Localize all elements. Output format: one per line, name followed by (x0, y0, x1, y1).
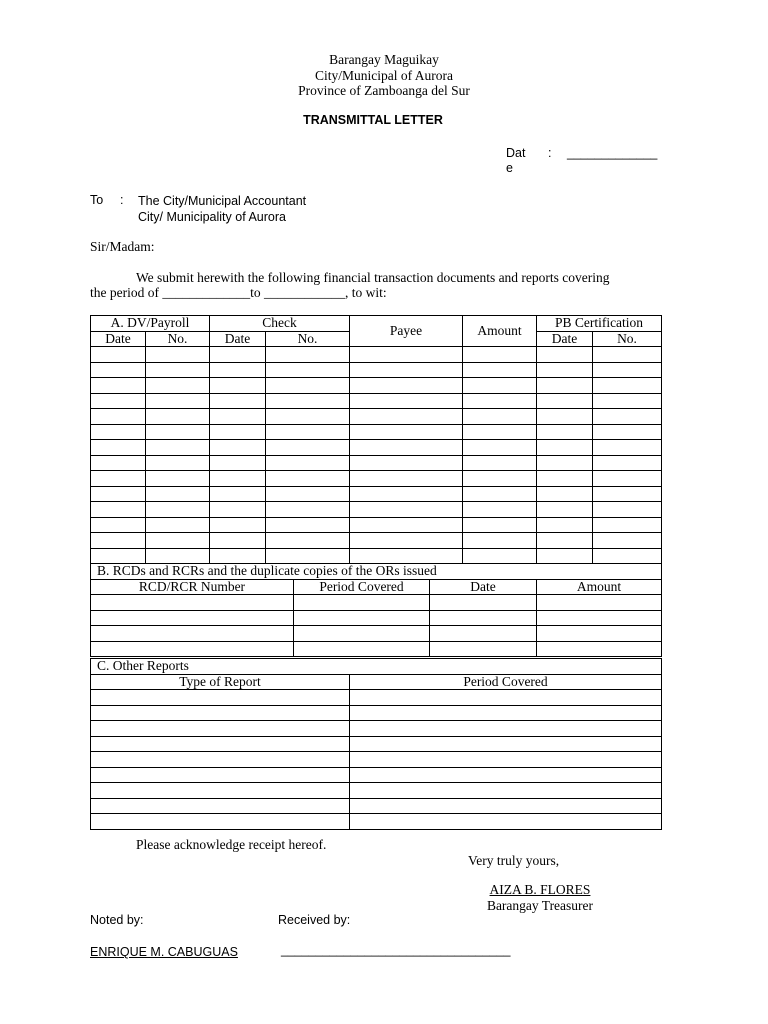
header-amount: Amount (537, 579, 662, 595)
subheader-dv-no: No. (146, 331, 210, 347)
section-a-rows (91, 347, 662, 564)
table-cell (463, 471, 537, 487)
body-line2: the period of _____________to ____________, to wit: (90, 285, 387, 300)
table-row (91, 517, 662, 533)
header-pb-certification: PB Certification (537, 316, 662, 332)
signatory-title: Barangay Treasurer (486, 898, 594, 913)
section-a-table (90, 315, 662, 564)
table-row (91, 736, 662, 752)
body-line1: We submit herewith the following financial transaction documents and reports covering (136, 270, 610, 285)
table-row (91, 347, 662, 363)
table-cell (146, 533, 210, 549)
table-cell (266, 548, 350, 564)
received-by-line: _________________________________ (281, 943, 511, 957)
signature-block (440, 882, 640, 914)
table-cell (537, 610, 662, 626)
section-b-rows (91, 595, 662, 657)
header-type-of-report: Type of Report (91, 674, 350, 690)
table-cell (350, 362, 463, 378)
table-cell (266, 378, 350, 394)
table-row (91, 595, 662, 611)
table-row (91, 440, 662, 456)
table-cell (146, 471, 210, 487)
table-cell (91, 752, 350, 768)
table-cell (593, 362, 662, 378)
table-cell (537, 626, 662, 642)
table-cell (463, 455, 537, 471)
table-cell (91, 595, 294, 611)
table-cell (294, 610, 430, 626)
table-cell (91, 502, 146, 518)
document-header (0, 52, 768, 99)
table-cell (210, 424, 266, 440)
table-cell (146, 486, 210, 502)
table-cell (266, 486, 350, 502)
table-cell (430, 626, 537, 642)
table-cell (91, 455, 146, 471)
table-row (91, 378, 662, 394)
table-cell (91, 378, 146, 394)
table-cell (91, 705, 350, 721)
table-cell (350, 455, 463, 471)
table-cell (146, 455, 210, 471)
subheader-pb-date: Date (537, 331, 593, 347)
table-cell (463, 517, 537, 533)
table-cell (91, 347, 146, 363)
table-cell (294, 626, 430, 642)
table-cell (91, 798, 350, 814)
table-cell (350, 690, 662, 706)
table-cell (537, 548, 593, 564)
table-cell (350, 347, 463, 363)
table-cell (210, 471, 266, 487)
table-cell (537, 440, 593, 456)
table-cell (146, 440, 210, 456)
header-period-covered: Period Covered (294, 579, 430, 595)
table-cell (350, 783, 662, 799)
header-check: Check (210, 316, 350, 332)
subheader-pb-no: No. (593, 331, 662, 347)
table-cell (210, 393, 266, 409)
table-cell (350, 393, 463, 409)
table-row (91, 424, 662, 440)
table-cell (210, 502, 266, 518)
noted-by-name: ENRIQUE M. CABUGUAS (90, 945, 238, 959)
table-cell (266, 517, 350, 533)
table-cell (537, 471, 593, 487)
table-cell (537, 595, 662, 611)
table-cell (210, 533, 266, 549)
table-row (91, 752, 662, 768)
table-cell (537, 641, 662, 657)
table-cell (463, 486, 537, 502)
header-rcd-rcr-number: RCD/RCR Number (91, 579, 294, 595)
table-cell (91, 409, 146, 425)
header-dv-payroll: A. DV/Payroll (91, 316, 210, 332)
table-cell (350, 548, 463, 564)
subheader-check-date: Date (210, 331, 266, 347)
table-cell (463, 502, 537, 518)
table-cell (593, 486, 662, 502)
table-cell (537, 424, 593, 440)
table-cell (146, 347, 210, 363)
subheader-dv-date: Date (91, 331, 146, 347)
table-row (91, 471, 662, 487)
table-cell (350, 486, 463, 502)
table-cell (91, 641, 294, 657)
to-colon: : (120, 193, 124, 207)
table-cell (266, 440, 350, 456)
table-cell (210, 486, 266, 502)
table-cell (350, 424, 463, 440)
table-cell (266, 533, 350, 549)
table-cell (91, 517, 146, 533)
table-cell (350, 814, 662, 830)
table-cell (266, 362, 350, 378)
table-cell (91, 393, 146, 409)
table-cell (350, 378, 463, 394)
table-cell (91, 533, 146, 549)
table-row (91, 814, 662, 830)
table-cell (146, 378, 210, 394)
table-cell (350, 705, 662, 721)
table-cell (593, 409, 662, 425)
table-row (91, 455, 662, 471)
table-cell (266, 455, 350, 471)
table-cell (210, 548, 266, 564)
date-label-part1: Dat (506, 146, 526, 160)
signatory-name: AIZA B. FLORES (489, 882, 591, 897)
table-row (91, 705, 662, 721)
table-cell (266, 471, 350, 487)
table-cell (91, 424, 146, 440)
received-by-label: Received by: (278, 913, 351, 927)
table-cell (91, 440, 146, 456)
table-row (91, 690, 662, 706)
table-cell (266, 393, 350, 409)
section-b-title: B. RCDs and RCRs and the duplicate copies of the ORs issued (91, 564, 662, 580)
section-c-title: C. Other Reports (91, 659, 662, 675)
header-date: Date (430, 579, 537, 595)
table-cell (537, 347, 593, 363)
section-b-table (90, 563, 662, 657)
document-title: TRANSMITTAL LETTER (303, 113, 443, 127)
table-cell (350, 502, 463, 518)
table-cell (91, 814, 350, 830)
table-cell (430, 610, 537, 626)
closing-salutation: Very truly yours, (468, 853, 560, 868)
table-row (91, 393, 662, 409)
table-cell (91, 767, 350, 783)
table-row (91, 533, 662, 549)
table-cell (593, 347, 662, 363)
table-cell (537, 362, 593, 378)
table-cell (463, 533, 537, 549)
header-payee: Payee (350, 316, 463, 347)
table-cell (537, 409, 593, 425)
table-cell (593, 378, 662, 394)
table-row (91, 798, 662, 814)
table-row (91, 548, 662, 564)
table-cell (146, 517, 210, 533)
table-cell (593, 471, 662, 487)
table-cell (91, 548, 146, 564)
table-row (91, 610, 662, 626)
addressee-line2: City/ Municipality of Aurora (138, 210, 286, 224)
table-cell (463, 378, 537, 394)
table-cell (463, 548, 537, 564)
table-cell (537, 455, 593, 471)
header-amount: Amount (463, 316, 537, 347)
table-cell (91, 626, 294, 642)
table-cell (146, 362, 210, 378)
table-cell (463, 440, 537, 456)
table-cell (537, 486, 593, 502)
table-cell (91, 486, 146, 502)
table-cell (266, 347, 350, 363)
table-cell (91, 471, 146, 487)
date-label-part2: e (506, 161, 513, 175)
table-cell (537, 393, 593, 409)
table-cell (593, 502, 662, 518)
table-cell (463, 393, 537, 409)
table-cell (91, 783, 350, 799)
table-cell (593, 440, 662, 456)
table-cell (350, 721, 662, 737)
table-cell (593, 393, 662, 409)
table-cell (350, 533, 463, 549)
table-cell (91, 690, 350, 706)
table-cell (350, 471, 463, 487)
section-c-rows (91, 690, 662, 830)
to-label: To (90, 193, 104, 207)
table-cell (146, 548, 210, 564)
table-cell (210, 455, 266, 471)
table-cell (537, 517, 593, 533)
table-row (91, 409, 662, 425)
table-row (91, 641, 662, 657)
table-cell (266, 502, 350, 518)
table-cell (350, 409, 463, 425)
table-cell (146, 409, 210, 425)
table-cell (146, 502, 210, 518)
header-period-covered: Period Covered (350, 674, 662, 690)
table-cell (593, 455, 662, 471)
table-cell (210, 378, 266, 394)
table-cell (146, 393, 210, 409)
date-colon: : (548, 146, 552, 160)
table-cell (463, 362, 537, 378)
table-cell (210, 440, 266, 456)
province-name: Province of Zamboanga del Sur (298, 83, 470, 98)
table-cell (463, 409, 537, 425)
salutation: Sir/Madam: (90, 239, 155, 254)
table-row (91, 502, 662, 518)
noted-by-label: Noted by: (90, 913, 144, 927)
table-cell (463, 424, 537, 440)
table-cell (350, 736, 662, 752)
subheader-check-no: No. (266, 331, 350, 347)
table-cell (294, 595, 430, 611)
table-cell (593, 533, 662, 549)
table-cell (593, 548, 662, 564)
table-cell (537, 378, 593, 394)
table-row (91, 486, 662, 502)
table-cell (210, 347, 266, 363)
table-cell (266, 424, 350, 440)
table-cell (210, 409, 266, 425)
acknowledge-text: Please acknowledge receipt hereof. (136, 837, 327, 852)
table-cell (294, 641, 430, 657)
table-cell (593, 517, 662, 533)
section-c-table (90, 658, 662, 830)
table-cell (593, 424, 662, 440)
table-row (91, 362, 662, 378)
table-row (91, 626, 662, 642)
addressee-line1: The City/Municipal Accountant (138, 194, 307, 208)
table-cell (91, 362, 146, 378)
table-row (91, 767, 662, 783)
table-cell (350, 440, 463, 456)
date-blank: _____________ (567, 146, 658, 160)
table-cell (350, 798, 662, 814)
table-cell (463, 347, 537, 363)
table-cell (430, 595, 537, 611)
table-cell (266, 409, 350, 425)
table-row (91, 783, 662, 799)
date-label (506, 146, 525, 176)
table-cell (430, 641, 537, 657)
table-cell (210, 517, 266, 533)
table-cell (146, 424, 210, 440)
table-cell (350, 752, 662, 768)
table-cell (91, 736, 350, 752)
table-row (91, 721, 662, 737)
municipality-name: City/Municipal of Aurora (315, 67, 453, 83)
table-cell (91, 721, 350, 737)
table-cell (91, 610, 294, 626)
table-cell (537, 502, 593, 518)
table-cell (350, 767, 662, 783)
addressee (138, 193, 306, 225)
table-cell (210, 362, 266, 378)
barangay-name: Barangay Maguikay (329, 52, 439, 67)
table-cell (350, 517, 463, 533)
table-cell (537, 533, 593, 549)
